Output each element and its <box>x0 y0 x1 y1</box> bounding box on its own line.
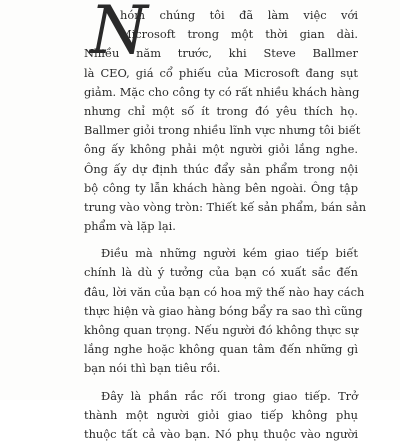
paragraph-gap <box>84 379 358 387</box>
text-line: phẩm và lặp lại. <box>84 219 176 234</box>
text-line: chính là dù ý tưởng của bạn có xuất sắc đến <box>84 265 358 280</box>
text-line: giảm. Mặc cho công ty có rất nhiều khách hàng <box>84 84 360 99</box>
text-line: thuộc tất cả vào bạn. Nó phụ thuộc vào người <box>84 426 358 441</box>
paragraph-1 <box>84 6 367 236</box>
text-line: không quan trọng. Nếu người đó không thực sự <box>84 323 359 337</box>
text-line: Microsoft trong một thời gian dài. <box>120 27 358 42</box>
text-line: đâu, lời văn của bạn có hoa mỹ thế nào hay cách <box>84 284 365 299</box>
paragraph-3 <box>84 387 358 444</box>
text-line: là CEO, giá cổ phiếu của Microsoft đang sụt <box>84 65 358 80</box>
text-line: nhưng chỉ một số ít trong đó yêu thích họ. <box>84 103 358 118</box>
text-line: ông ấy không phải một người giỏi lắng nghe. <box>84 142 358 157</box>
text-line: thành một người giỏi giao tiếp không phụ <box>84 407 358 422</box>
text-line: thực hiện và giao hàng bóng bẩy ra sao thì cũng <box>84 303 363 318</box>
text-line: bộ công ty lẫn khách hàng bên ngoài. Ông tập <box>84 180 358 195</box>
text-line: bạn nói thì bạn tiêu rồi. <box>84 361 221 376</box>
text-line: lắng nghe hoặc không quan tâm đến những gì <box>84 342 358 357</box>
body-text <box>84 6 367 444</box>
paragraph-2 <box>84 244 365 378</box>
text-line: Ballmer giỏi trong nhiều lĩnh vực nhưng tôi biết <box>84 123 361 138</box>
text-line: hóm chúng tôi đã làm việc với <box>120 8 358 22</box>
text-line: trung vào vòng tròn: Thiết kế sản phẩm, bán sản <box>84 199 367 214</box>
paragraph-gap <box>84 236 358 244</box>
text-line: Điều mà những người kém giao tiếp biết <box>101 246 358 261</box>
drop-cap: N <box>90 0 148 69</box>
text-line: Nhiều năm trước, khi Steve Ballmer <box>84 46 358 61</box>
text-line: Ông ấy dự định thúc đẩy sản phẩm trong nội <box>84 161 358 176</box>
text-line: Đây là phần rắc rối trong giao tiếp. Trở <box>101 388 358 403</box>
